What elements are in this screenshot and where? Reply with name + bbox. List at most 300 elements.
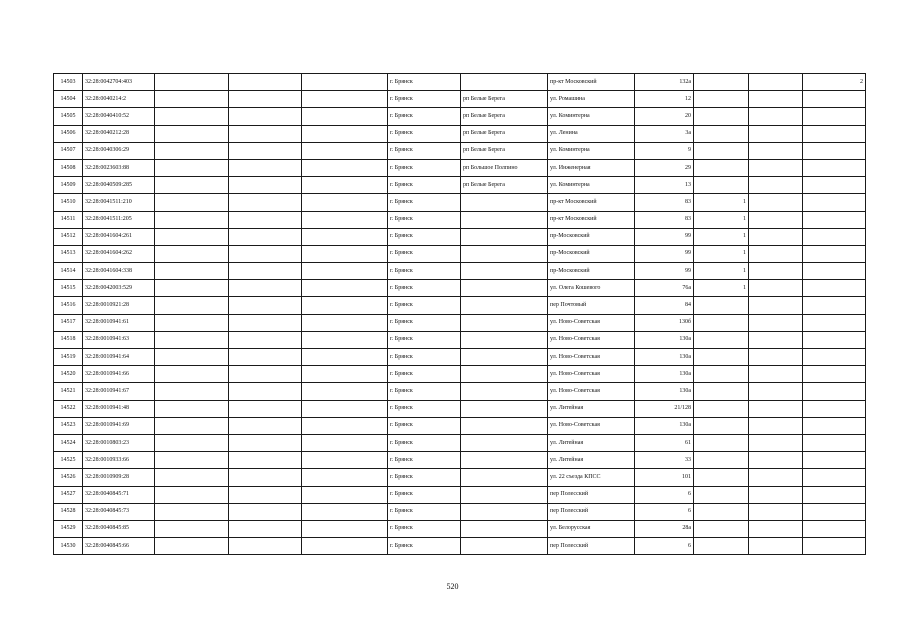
table-row: [54, 538, 866, 555]
empty-cell: [749, 383, 803, 400]
empty-cell: [229, 91, 302, 108]
empty-cell: [302, 194, 388, 211]
street: пер Полесский: [548, 503, 635, 520]
count-cell: [694, 486, 749, 503]
count-cell: 1: [694, 194, 749, 211]
table-row: [54, 228, 866, 245]
empty-cell: [749, 211, 803, 228]
empty-cell: [749, 297, 803, 314]
count-cell: [803, 108, 866, 125]
house-number: 99: [635, 263, 694, 280]
empty-cell: [229, 194, 302, 211]
empty-cell: [155, 228, 229, 245]
cadastral-number: 32:28:0010941:63: [83, 331, 155, 348]
house-number: 12: [635, 91, 694, 108]
empty-cell: [302, 108, 388, 125]
count-cell: [694, 74, 749, 91]
street: ул. Ново-Советская: [548, 383, 635, 400]
table-row: [54, 503, 866, 520]
count-cell: [803, 263, 866, 280]
cadastral-number: 32:28:0040509:285: [83, 177, 155, 194]
row-number: 14504: [54, 91, 83, 108]
house-number: 132а: [635, 74, 694, 91]
empty-cell: [229, 383, 302, 400]
street: пр-Московский: [548, 228, 635, 245]
empty-cell: [749, 125, 803, 142]
empty-cell: [155, 417, 229, 434]
row-number: 14511: [54, 211, 83, 228]
empty-cell: [749, 177, 803, 194]
city: г. Брянск: [388, 74, 461, 91]
street: ул. Ново-Советская: [548, 366, 635, 383]
city: г. Брянск: [388, 349, 461, 366]
empty-cell: [155, 245, 229, 262]
settlement: [461, 366, 548, 383]
row-number: 14524: [54, 434, 83, 451]
empty-cell: [229, 400, 302, 417]
settlement: [461, 280, 548, 297]
empty-cell: [302, 211, 388, 228]
empty-cell: [749, 400, 803, 417]
count-cell: [694, 452, 749, 469]
empty-cell: [302, 297, 388, 314]
house-number: 130б: [635, 314, 694, 331]
settlement: рп Белые Берега: [461, 142, 548, 159]
empty-cell: [749, 452, 803, 469]
house-number: 130а: [635, 366, 694, 383]
row-number: 14526: [54, 469, 83, 486]
table-row: [54, 280, 866, 297]
empty-cell: [155, 503, 229, 520]
cadastral-number: 32:28:0040212:28: [83, 125, 155, 142]
cadastral-number: 32:28:0041604:261: [83, 228, 155, 245]
table-row: [54, 194, 866, 211]
count-cell: [694, 142, 749, 159]
empty-cell: [302, 177, 388, 194]
empty-cell: [229, 434, 302, 451]
empty-cell: [229, 331, 302, 348]
cadastral-number: 32:28:0010803:23: [83, 434, 155, 451]
count-cell: [694, 400, 749, 417]
house-number: 99: [635, 245, 694, 262]
street: пр-кт Московский: [548, 211, 635, 228]
city: г. Брянск: [388, 125, 461, 142]
empty-cell: [229, 108, 302, 125]
street: ул. Инженерная: [548, 159, 635, 176]
row-number: 14515: [54, 280, 83, 297]
house-number: 29: [635, 159, 694, 176]
count-cell: [803, 417, 866, 434]
settlement: [461, 503, 548, 520]
empty-cell: [302, 74, 388, 91]
table-row: [54, 417, 866, 434]
house-number: 6: [635, 503, 694, 520]
empty-cell: [302, 125, 388, 142]
empty-cell: [302, 417, 388, 434]
empty-cell: [155, 74, 229, 91]
count-cell: [803, 142, 866, 159]
empty-cell: [229, 349, 302, 366]
row-number: 14503: [54, 74, 83, 91]
empty-cell: [302, 503, 388, 520]
house-number: 76а: [635, 280, 694, 297]
settlement: [461, 74, 548, 91]
settlement: рп Белые Берега: [461, 108, 548, 125]
row-number: 14507: [54, 142, 83, 159]
street: ул. Ново-Советская: [548, 331, 635, 348]
empty-cell: [749, 434, 803, 451]
count-cell: [694, 434, 749, 451]
empty-cell: [155, 159, 229, 176]
empty-cell: [229, 366, 302, 383]
street: ул. Ново-Советская: [548, 417, 635, 434]
table-row: [54, 125, 866, 142]
empty-cell: [229, 297, 302, 314]
count-cell: [803, 211, 866, 228]
count-cell: 1: [694, 280, 749, 297]
row-number: 14506: [54, 125, 83, 142]
empty-cell: [302, 400, 388, 417]
city: г. Брянск: [388, 142, 461, 159]
empty-cell: [749, 520, 803, 537]
empty-cell: [155, 452, 229, 469]
table-row: [54, 486, 866, 503]
count-cell: [694, 125, 749, 142]
cadastral-number: 32:28:0023603:88: [83, 159, 155, 176]
empty-cell: [229, 520, 302, 537]
street: пр-кт Московский: [548, 194, 635, 211]
count-cell: [803, 194, 866, 211]
count-cell: [803, 314, 866, 331]
row-number: 14528: [54, 503, 83, 520]
count-cell: [803, 280, 866, 297]
row-number: 14530: [54, 538, 83, 555]
count-cell: [803, 486, 866, 503]
house-number: 130а: [635, 349, 694, 366]
count-cell: [694, 108, 749, 125]
table-row: [54, 245, 866, 262]
count-cell: [803, 228, 866, 245]
city: г. Брянск: [388, 91, 461, 108]
empty-cell: [229, 142, 302, 159]
row-number: 14514: [54, 263, 83, 280]
cadastral-number: 32:28:0040845:71: [83, 486, 155, 503]
count-cell: 1: [694, 245, 749, 262]
city: г. Брянск: [388, 503, 461, 520]
city: г. Брянск: [388, 538, 461, 555]
street: ул. Ленина: [548, 125, 635, 142]
count-cell: [694, 314, 749, 331]
city: г. Брянск: [388, 297, 461, 314]
empty-cell: [302, 142, 388, 159]
empty-cell: [302, 434, 388, 451]
empty-cell: [749, 366, 803, 383]
table-row: [54, 452, 866, 469]
house-number: 83: [635, 194, 694, 211]
cadastral-number: 32:28:0010941:69: [83, 417, 155, 434]
street: ул. Белорусская: [548, 520, 635, 537]
city: г. Брянск: [388, 400, 461, 417]
settlement: [461, 400, 548, 417]
house-number: 83: [635, 211, 694, 228]
row-number: 14512: [54, 228, 83, 245]
street: пер Полесский: [548, 538, 635, 555]
row-number: 14522: [54, 400, 83, 417]
cadastral-number: 32:28:0041604:262: [83, 245, 155, 262]
empty-cell: [155, 400, 229, 417]
city: г. Брянск: [388, 417, 461, 434]
count-cell: [694, 366, 749, 383]
table-row: [54, 331, 866, 348]
house-number: 3а: [635, 125, 694, 142]
city: г. Брянск: [388, 469, 461, 486]
empty-cell: [749, 280, 803, 297]
count-cell: [803, 452, 866, 469]
table-row: [54, 177, 866, 194]
table-row: [54, 142, 866, 159]
empty-cell: [302, 366, 388, 383]
table-row: [54, 108, 866, 125]
city: г. Брянск: [388, 211, 461, 228]
cadastral-number: 32:28:0041604:338: [83, 263, 155, 280]
empty-cell: [749, 538, 803, 555]
count-cell: [803, 349, 866, 366]
cadastral-number: 32:28:0040214:2: [83, 91, 155, 108]
table-row: [54, 383, 866, 400]
empty-cell: [749, 91, 803, 108]
empty-cell: [155, 177, 229, 194]
count-cell: [694, 159, 749, 176]
street: ул. Литейная: [548, 452, 635, 469]
house-number: 13: [635, 177, 694, 194]
count-cell: [803, 434, 866, 451]
empty-cell: [229, 280, 302, 297]
count-cell: [803, 520, 866, 537]
count-cell: [803, 366, 866, 383]
street: ул. Литейная: [548, 400, 635, 417]
row-number: 14525: [54, 452, 83, 469]
empty-cell: [302, 228, 388, 245]
empty-cell: [749, 263, 803, 280]
street: пер Почтовый: [548, 297, 635, 314]
row-number: 14516: [54, 297, 83, 314]
empty-cell: [229, 74, 302, 91]
count-cell: [803, 91, 866, 108]
row-number: 14508: [54, 159, 83, 176]
cadastral-number: 32:28:0010933:66: [83, 452, 155, 469]
count-cell: [803, 538, 866, 555]
city: г. Брянск: [388, 177, 461, 194]
table-row: [54, 400, 866, 417]
empty-cell: [229, 486, 302, 503]
empty-cell: [155, 263, 229, 280]
city: г. Брянск: [388, 245, 461, 262]
empty-cell: [155, 383, 229, 400]
empty-cell: [302, 314, 388, 331]
empty-cell: [749, 417, 803, 434]
house-number: 6: [635, 486, 694, 503]
house-number: 99: [635, 228, 694, 245]
house-number: 130а: [635, 383, 694, 400]
count-cell: [694, 91, 749, 108]
cadastral-number: 32:28:0040845:66: [83, 538, 155, 555]
empty-cell: [229, 469, 302, 486]
empty-cell: [155, 434, 229, 451]
cadastral-number: 32:28:0010941:67: [83, 383, 155, 400]
house-number: 84: [635, 297, 694, 314]
city: г. Брянск: [388, 331, 461, 348]
empty-cell: [229, 177, 302, 194]
empty-cell: [302, 383, 388, 400]
empty-cell: [155, 366, 229, 383]
cadastral-number: 32:28:0010921:28: [83, 297, 155, 314]
empty-cell: [229, 314, 302, 331]
settlement: рп Белые Берега: [461, 91, 548, 108]
count-cell: [694, 297, 749, 314]
row-number: 14513: [54, 245, 83, 262]
empty-cell: [155, 331, 229, 348]
table-row: [54, 366, 866, 383]
page-number: 520: [446, 582, 459, 591]
city: г. Брянск: [388, 366, 461, 383]
row-number: 14521: [54, 383, 83, 400]
empty-cell: [302, 469, 388, 486]
empty-cell: [749, 486, 803, 503]
city: г. Брянск: [388, 452, 461, 469]
settlement: [461, 486, 548, 503]
empty-cell: [229, 159, 302, 176]
cadastral-number: 32:28:0010941:48: [83, 400, 155, 417]
empty-cell: [155, 142, 229, 159]
empty-cell: [155, 486, 229, 503]
street: ул. Коминтерна: [548, 142, 635, 159]
empty-cell: [749, 314, 803, 331]
empty-cell: [155, 280, 229, 297]
street: ул. Ново-Советская: [548, 349, 635, 366]
count-cell: [803, 383, 866, 400]
empty-cell: [229, 417, 302, 434]
empty-cell: [155, 469, 229, 486]
table-row: [54, 469, 866, 486]
count-cell: [694, 538, 749, 555]
empty-cell: [155, 91, 229, 108]
empty-cell: [155, 194, 229, 211]
settlement: [461, 520, 548, 537]
empty-cell: [302, 91, 388, 108]
settlement: [461, 434, 548, 451]
street: пер Полесский: [548, 486, 635, 503]
empty-cell: [749, 503, 803, 520]
house-number: 21/128: [635, 400, 694, 417]
empty-cell: [749, 159, 803, 176]
table-row: [54, 520, 866, 537]
city: г. Брянск: [388, 159, 461, 176]
house-number: 33: [635, 452, 694, 469]
settlement: [461, 211, 548, 228]
empty-cell: [229, 211, 302, 228]
count-cell: 1: [694, 228, 749, 245]
street: пр-кт Московский: [548, 74, 635, 91]
empty-cell: [749, 331, 803, 348]
empty-cell: [302, 349, 388, 366]
empty-cell: [749, 108, 803, 125]
count-cell: [694, 417, 749, 434]
house-number: 20: [635, 108, 694, 125]
table-row: [54, 263, 866, 280]
empty-cell: [302, 263, 388, 280]
empty-cell: [155, 211, 229, 228]
empty-cell: [302, 280, 388, 297]
street: пр-Московский: [548, 263, 635, 280]
settlement: [461, 297, 548, 314]
table-row: [54, 91, 866, 108]
settlement: [461, 383, 548, 400]
empty-cell: [155, 108, 229, 125]
count-cell: [803, 297, 866, 314]
empty-cell: [155, 538, 229, 555]
cadastral-number: 32:28:0040845:73: [83, 503, 155, 520]
row-number: 14518: [54, 331, 83, 348]
street: ул. Коминтерна: [548, 177, 635, 194]
cadastral-number: 32:28:0041511:205: [83, 211, 155, 228]
city: г. Брянск: [388, 434, 461, 451]
empty-cell: [229, 503, 302, 520]
street: ул. Олега Кошевого: [548, 280, 635, 297]
cadastral-number: 32:28:0010909:28: [83, 469, 155, 486]
settlement: рп Белые Берега: [461, 125, 548, 142]
city: г. Брянск: [388, 263, 461, 280]
count-cell: [803, 245, 866, 262]
settlement: [461, 245, 548, 262]
empty-cell: [229, 125, 302, 142]
table-row: [54, 74, 866, 91]
city: г. Брянск: [388, 520, 461, 537]
count-cell: [803, 400, 866, 417]
count-cell: 1: [694, 211, 749, 228]
count-cell: [694, 520, 749, 537]
settlement: [461, 228, 548, 245]
count-cell: 1: [694, 263, 749, 280]
empty-cell: [155, 349, 229, 366]
street: ул. Ново-Советская: [548, 314, 635, 331]
row-number: 14509: [54, 177, 83, 194]
cadastral-number: 32:28:0042003:529: [83, 280, 155, 297]
settlement: рп Белые Берега: [461, 177, 548, 194]
empty-cell: [155, 520, 229, 537]
cadastral-number: 32:28:0040845:85: [83, 520, 155, 537]
count-cell: [803, 159, 866, 176]
table-row: [54, 434, 866, 451]
house-number: 9: [635, 142, 694, 159]
street: пр-Московский: [548, 245, 635, 262]
table-row: [54, 314, 866, 331]
table-row: [54, 159, 866, 176]
street: ул. Коминтерна: [548, 108, 635, 125]
count-cell: [694, 177, 749, 194]
empty-cell: [155, 297, 229, 314]
table-row: [54, 211, 866, 228]
city: г. Брянск: [388, 383, 461, 400]
settlement: [461, 469, 548, 486]
empty-cell: [749, 194, 803, 211]
city: г. Брянск: [388, 280, 461, 297]
count-cell: [803, 503, 866, 520]
cadastral-number: 32:28:0041511:210: [83, 194, 155, 211]
city: г. Брянск: [388, 228, 461, 245]
cadastral-number: 32:28:0042704:403: [83, 74, 155, 91]
settlement: [461, 417, 548, 434]
row-number: 14517: [54, 314, 83, 331]
